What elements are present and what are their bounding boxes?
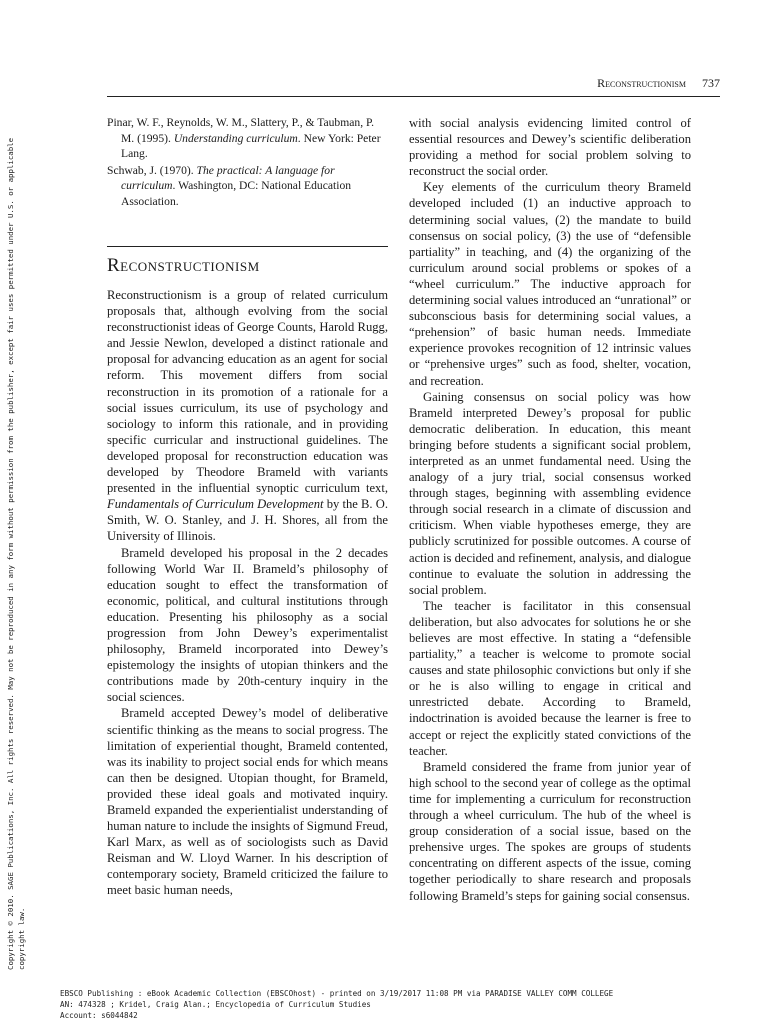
reference-item <box>107 163 388 210</box>
footer-line-2: AN: 474328 ; Kridel, Craig Alan.; Encyclopedia of Curriculum Studies <box>60 1000 371 1009</box>
header-rule <box>107 96 720 97</box>
body-paragraph: Brameld developed his proposal in the 2 decades following World War II. Brameld’s philosophy of education sought to effect the transformation of economic, political, and cultural institutions through education. Presenting his philosophy as a social progression from John Dewey’s experimentalist philosophy, Brameld incorporated into Dewey’s epistemology the insights of utopian thinkers and the contributions made by 20th-century inquiry in the social sciences. <box>107 545 388 705</box>
running-head-title: Reconstructionism <box>597 76 686 90</box>
footer-line-1: EBSCO Publishing : eBook Academic Collection (EBSCOhost) - printed on 3/19/2017 11:08 PM via PARADISE VALLEY COMM COLLEGE <box>60 989 614 998</box>
reference-publisher: . New York: Peter Lang. <box>121 131 381 160</box>
body-paragraph: Gaining consensus on social policy was how Brameld interpreted Dewey’s proposal for public democratic deliberation. In education, this meant bringing before students a significant social problem, interpreted as an unmet fundamental need. Using the analogy of a jury trial, social consensus worked through stages, beginning with assembling evidence through social research in a climate of discussion and criticism. When viable hypotheses emerge, they are publicly scrutinized for possible outcomes. A course of action is decided and refinement, analysis, and dialogue continue to evaluate the solution in addressing the social problem. <box>409 389 691 597</box>
reference-title: The practical: A language for curriculum <box>121 163 335 192</box>
footer-line-3: Account: s6044842 <box>60 1011 138 1020</box>
copyright-side-notice <box>5 90 45 970</box>
copyright-line-1: Copyright © 2010. SAGE Publications, Inc. All rights reserved. May not be reproduced in any form without permission from the publisher, except fair uses permitted under U.S. or applicable <box>6 137 15 970</box>
reference-list <box>107 115 388 209</box>
page-number: 737 <box>702 76 720 90</box>
ebsco-footer <box>60 988 760 1021</box>
running-head <box>520 76 720 91</box>
section-title: Reconstructionism <box>107 255 260 276</box>
body-paragraph: The teacher is facilitator in this consensual deliberation, but also advocates for solutions he or she believes are most effective. In stating a “defensible partiality,” a teacher is welcome to promote social causes and state philosophic convictions but only if she or he is also willing to engage in critical and unrestricted debate. According to Brameld, indoctrination is avoided because the learner is free to accept or reject the explicitly stated convictions of the teacher. <box>409 598 691 758</box>
body-paragraph: Key elements of the curriculum theory Brameld developed included (1) an inductive approach to determining social values, (2) the mandate to build consensus on social policy, (3) the use of “defensible partiality” in teaching, and (4) the organizing of the curriculum around social problems or spokes of a “wheel curriculum.” The inductive approach for determining social values introduced an “unrational” or subconscious basis for determining social values, a “prehension” of basic human needs. Immediate experience provokes recognition of 12 intrinsic values or “prehensive urges” such as food, shelter, vocation, and recreation. <box>409 180 691 388</box>
book-title: Fundamentals of Curriculum Development <box>107 497 324 512</box>
body-paragraph: with social analysis evidencing limited control of essential resources and Dewey’s scientific deliberation providing a method for social problem solving to reconstruct the social order. <box>409 116 691 179</box>
reference-authors: Pinar, W. F., Reynolds, W. M., Slattery, P., & Taubman, P. M. (1995). <box>107 116 375 145</box>
body-paragraph: Brameld considered the frame from junior year of high school to the second year of college as the optimal time for implementing a curriculum for reconstruction through a wheel curriculum. The hub of the wheel is group consideration of a social issue, based on the prehensive urges. The spokes are groups of students concentrating on different aspects of the issue, coming together periodically to share research and proposals following Brameld’s steps for gaining social consensus. <box>409 759 691 903</box>
reference-authors: Schwab, J. (1970). <box>107 163 197 177</box>
reference-publisher: . Washington, DC: National Education Association. <box>121 179 352 208</box>
section-rule <box>107 246 388 247</box>
reference-item <box>107 115 388 162</box>
reference-title: Understanding curriculum <box>173 131 298 145</box>
paragraph-text: Reconstructionism is a group of related curriculum proposals that, although evolving from the social reconstructionist ideas of George Counts, Harold Rugg, and Jessie Newlon, developed a distinct rationale and proposal for advancing education as an agent for social reform. This movement differs from social reconstruction in its promotion of a rationale for a social issues curriculum, its use of psychology and sociology to inform this rationale, and in providing specific curricular and instructional guidelines. The developed proposal for reconstruction education was developed by Theodore Brameld with variants presented in the influential synoptic curriculum text, <box>107 288 388 496</box>
copyright-line-2: copyright law. <box>17 907 26 970</box>
right-column <box>409 115 691 904</box>
body-paragraph <box>107 287 388 545</box>
left-column <box>107 115 388 899</box>
paragraph-text: by the B. O. Smith, W. O. Stanley, and J. H. Shores, all from the University of Illinois. <box>107 497 388 544</box>
body-paragraph: Brameld accepted Dewey’s model of deliberative scientific thinking as the means to social progress. The limitation of experiential thought, Brameld contented, was its inability to project social ends for which means can then be designed. Utopian thought, for Brameld, provided these ideal goals and motivated inquiry. Brameld expanded the experientialist understanding of human nature to include the insights of Sigmund Freud, Karl Marx, as well as of sociologists such as David Reisman and W. Lloyd Warner. In his description of contemporary society, Brameld criticized the failure to meet basic human needs, <box>107 706 388 898</box>
